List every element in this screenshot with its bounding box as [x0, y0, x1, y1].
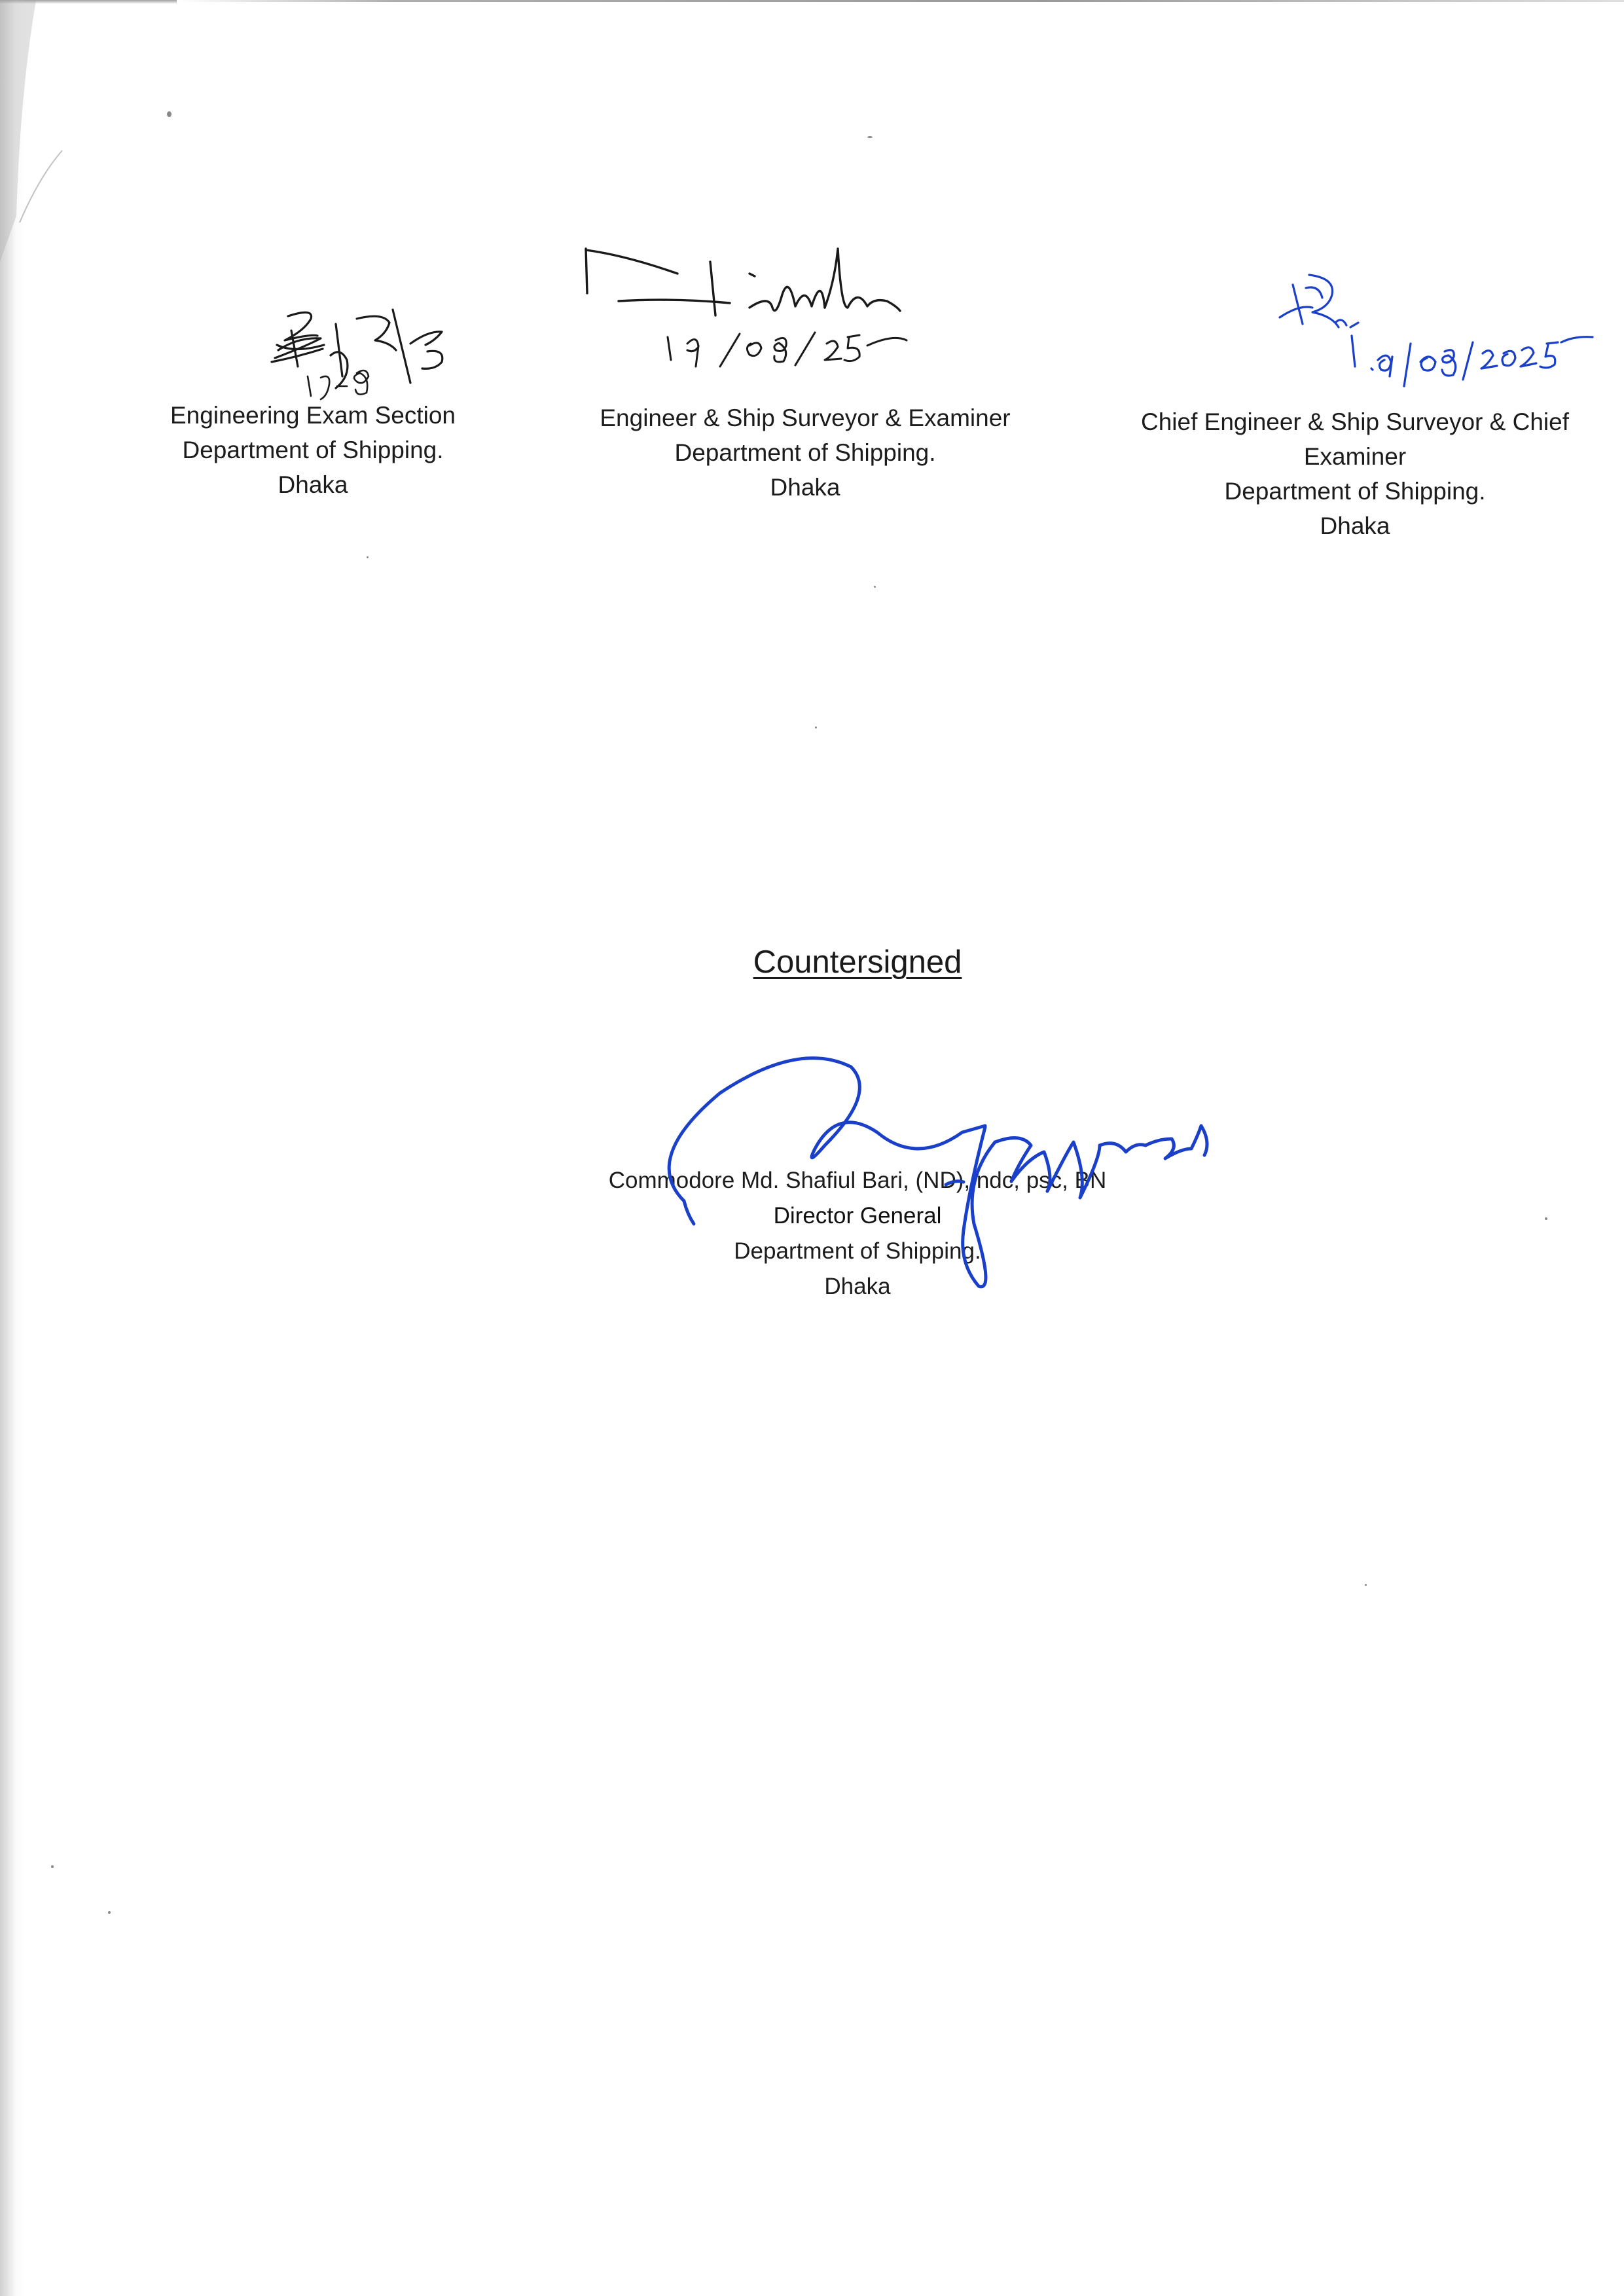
scan-dust	[874, 586, 876, 588]
scan-edge-top	[177, 0, 1624, 2]
signature-engineering-exam-section	[259, 304, 455, 403]
scan-dust	[108, 1911, 111, 1914]
signatory-department: Department of Shipping.	[1224, 478, 1486, 505]
signatory-city: Dhaka	[770, 474, 840, 501]
signature-chief-engineer	[1273, 265, 1594, 399]
scan-dust	[867, 136, 873, 138]
signatory-city: Dhaka	[278, 471, 348, 498]
scan-dust	[815, 726, 817, 728]
scan-dust	[167, 111, 171, 117]
scan-dust	[367, 556, 369, 558]
scan-page-fold	[0, 0, 79, 262]
signatory-title: Engineer & Ship Surveyor & Examiner	[600, 404, 1011, 431]
signatory-chief-engineer	[1113, 404, 1597, 543]
signatory-title: Chief Engineer & Ship Surveyor & Chief Examiner	[1140, 408, 1569, 470]
signatory-department: Department of Shipping.	[734, 1238, 981, 1264]
scan-dust	[51, 1865, 54, 1868]
signatory-name: Commodore Md. Shafiul Bari, (ND), ndc, psc, BN	[608, 1168, 1107, 1193]
countersigned-heading: Countersigned	[753, 944, 962, 980]
scan-dust	[1365, 1584, 1367, 1586]
signature-director-general	[628, 1028, 1276, 1302]
signatory-title: Director General	[773, 1203, 942, 1229]
signature-engineer-ship-surveyor	[579, 236, 959, 373]
signatory-engineering-exam-section	[149, 398, 477, 502]
signatory-city: Dhaka	[824, 1274, 891, 1299]
scan-dust	[1545, 1217, 1547, 1220]
scan-edge-left	[0, 0, 26, 2296]
signatory-title: Engineering Exam Section	[170, 402, 456, 429]
signatory-department: Department of Shipping.	[182, 437, 444, 463]
signatory-city: Dhaka	[1320, 512, 1390, 539]
signatory-department: Department of Shipping.	[674, 439, 936, 466]
signatory-engineer-ship-surveyor	[576, 401, 1034, 505]
